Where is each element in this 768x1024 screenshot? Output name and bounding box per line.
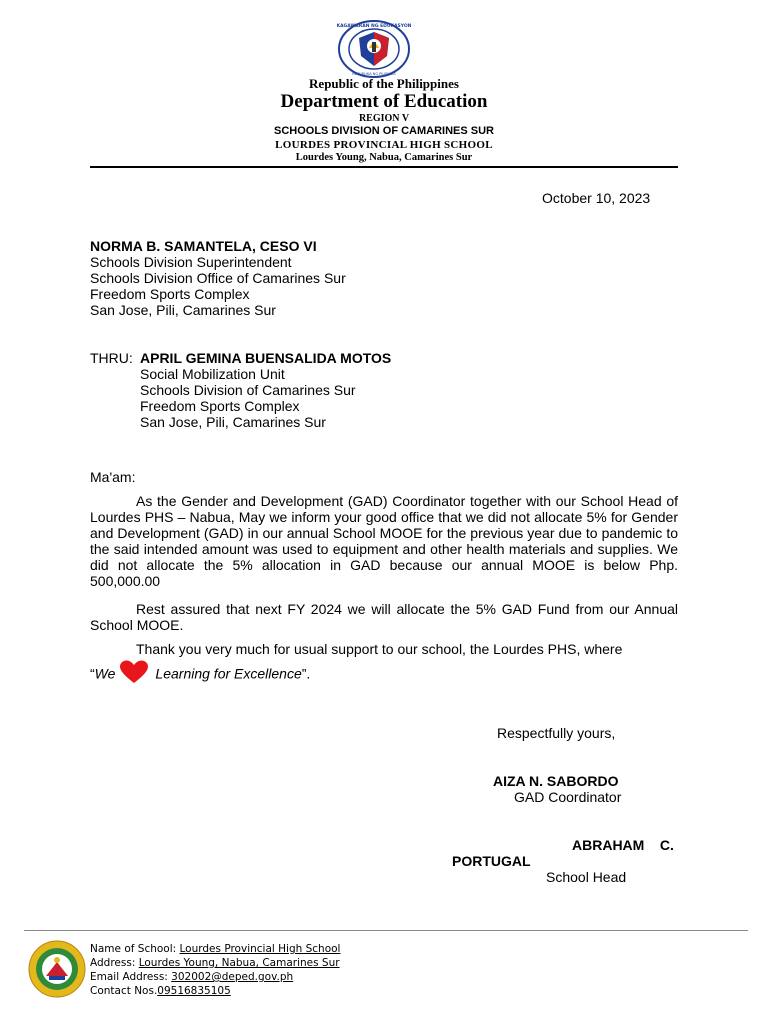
school-line: LOURDES PROVINCIAL HIGH SCHOOL (275, 139, 493, 151)
signatory2-name-line2: PORTUGAL (452, 853, 531, 869)
signatory1-name: AIZA N. SABORDO (493, 773, 619, 789)
thru-line: Schools Division of Camarines Sur (140, 382, 356, 398)
email-link[interactable]: 302002@deped.gov.ph (171, 971, 294, 983)
motto-we: We (94, 665, 116, 682)
thru-name: APRIL GEMINA BUENSALIDA MOTOS (140, 350, 392, 366)
footer-contact: Contact Nos.09516835105 (90, 985, 231, 997)
region-line: REGION V (358, 113, 410, 124)
thru-line: Freedom Sports Complex (140, 398, 300, 414)
motto-open-quote: “ (90, 665, 95, 682)
footer-address: Address: Lourdes Young, Nabua, Camarines Sur (90, 957, 340, 969)
closing: Respectfully yours, (497, 725, 616, 741)
recipient-line: Freedom Sports Complex (90, 286, 250, 302)
signatory1-title: GAD Coordinator (514, 789, 622, 805)
thru-line: San Jose, Pili, Camarines Sur (140, 414, 326, 430)
salutation: Ma'am: (90, 469, 136, 485)
recipient-line: Schools Division Office of Camarines Sur (90, 270, 346, 286)
motto-line (90, 660, 310, 682)
footer-email: Email Address: 302002@deped.gov.ph (90, 971, 294, 983)
division-line: SCHOOLS DIVISION OF CAMARINES SUR (273, 125, 495, 137)
body-paragraph-2: Rest assured that next FY 2024 we will allocate the 5% GAD Fund from our Annual School MOOE. (90, 601, 678, 633)
signatory2-name-line1: ABRAHAM C. (572, 837, 674, 853)
thru-line: Social Mobilization Unit (140, 366, 285, 382)
recipient-line: San Jose, Pili, Camarines Sur (90, 302, 276, 318)
motto-close-quote: ”. (301, 665, 311, 682)
svg-text:REPUBLIKA NG PILIPINAS: REPUBLIKA NG PILIPINAS (352, 72, 396, 76)
letter-date: October 10, 2023 (542, 190, 651, 206)
thru-address (140, 366, 356, 430)
footer-school-name: Name of School: Lourdes Provincial High School (90, 943, 341, 955)
deped-seal-logo (337, 20, 411, 78)
body-paragraph-1: As the Gender and Development (GAD) Coordinator together with our School Head of Lourdes PHS – Nabua, May we inform your good office that we did not allocate 5% for Gender and Development (GAD) in our annual School MOOE for the previous year due to pandemic to the said intended amount was used to equipment and other health materials and supplies. We did not allocate the 5% allocation in GAD because our annual MOOE is below Php. 500,000.00 (90, 493, 678, 589)
school-address-line: Lourdes Young, Nabua, Camarines Sur (295, 152, 473, 163)
department-title: Department of Education (280, 91, 488, 112)
motto-rest: Learning for Excellence (155, 665, 302, 682)
body-paragraph-3: Thank you very much for usual support to our school, the Lourdes PHS, where (136, 641, 623, 657)
recipient-name: NORMA B. SAMANTELA, CESO VI (90, 238, 317, 254)
footer-divider (24, 930, 748, 931)
svg-text:KAGAWARAN NG EDUKASYON: KAGAWARAN NG EDUKASYON (337, 24, 411, 29)
thru-label: THRU: (90, 350, 133, 366)
heart-icon (119, 660, 149, 690)
republic-line: Republic of the Philippines (309, 76, 459, 91)
school-logo (28, 940, 86, 998)
recipient-line: Schools Division Superintendent (90, 254, 292, 270)
footer-info (90, 942, 340, 998)
recipient-address (90, 254, 346, 318)
signatory2-title: School Head (546, 869, 627, 885)
letterhead-divider (90, 166, 678, 168)
